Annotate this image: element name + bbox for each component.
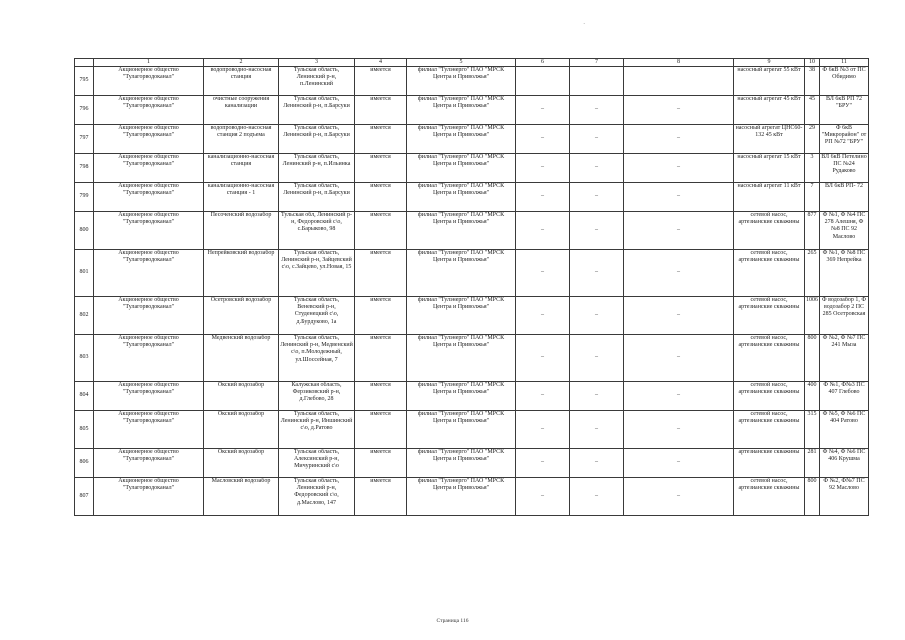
power-cell: 315 bbox=[805, 411, 820, 449]
col7-cell: – bbox=[570, 154, 624, 183]
status-cell: имеется bbox=[355, 183, 407, 212]
col7-cell: – bbox=[570, 382, 624, 411]
power-cell: 38 bbox=[805, 67, 820, 96]
feeder-cell: ВЛ 6кВ РП- 72 bbox=[820, 183, 869, 212]
col8-cell: – bbox=[624, 297, 734, 335]
header-cell: 6 bbox=[516, 59, 570, 67]
address-cell: Тульская область, Ленинский р-н, Медвенский с\о, п.Молодежный, ул.Шоссейная, 7 bbox=[279, 335, 355, 382]
status-cell: имеется bbox=[355, 449, 407, 478]
feeder-cell: Ф №2, Ф №7 ПС 241 Мыза bbox=[820, 335, 869, 382]
address-cell: Тульская область, Алексинский р-н, Мичуринский с\о bbox=[279, 449, 355, 478]
row-number: 797 bbox=[75, 125, 94, 154]
table-row bbox=[75, 183, 869, 212]
address-cell: Тульская область, Ленинский р-н, Иншинский с\о, д.Ратово bbox=[279, 411, 355, 449]
address-cell: Тульская область, Ленинский р-н, Федоровский с\о, д.Маслово, 147 bbox=[279, 478, 355, 516]
feeder-cell: ВЛ 6кВ РП 72 "БРУ" bbox=[820, 96, 869, 125]
col8-cell: – bbox=[624, 382, 734, 411]
facility-cell: Песоченский водозабор bbox=[204, 212, 279, 250]
facility-cell: водопроводно-насосная станция bbox=[204, 67, 279, 96]
grid-company-cell: филиал "Тулэнерго" ПАО "МРСК Центра и Приволжья" bbox=[407, 125, 516, 154]
row-number: 799 bbox=[75, 183, 94, 212]
organization-cell: Акционерное общество "Тулагорводоканал" bbox=[94, 449, 204, 478]
table-row bbox=[75, 335, 869, 382]
organization-cell: Акционерное общество "Тулагорводоканал" bbox=[94, 96, 204, 125]
grid-company-cell: филиал "Тулэнерго" ПАО "МРСК Центра и Приволжья" bbox=[407, 382, 516, 411]
col8-cell: – bbox=[624, 478, 734, 516]
col6-cell: – bbox=[516, 297, 570, 335]
col8-cell: – bbox=[624, 212, 734, 250]
row-number: 795 bbox=[75, 67, 94, 96]
col8-cell: – bbox=[624, 411, 734, 449]
table-row bbox=[75, 478, 869, 516]
grid-company-cell: филиал "Тулэнерго" ПАО "МРСК Центра и Приволжья" bbox=[407, 96, 516, 125]
header-cell bbox=[75, 59, 94, 67]
header-cell: 1 bbox=[94, 59, 204, 67]
col6-cell: – bbox=[516, 449, 570, 478]
equipment-cell: сетевой насос, артезианские скважины bbox=[734, 382, 805, 411]
col7-cell: – bbox=[570, 297, 624, 335]
col6-cell: – bbox=[516, 250, 570, 297]
status-cell: имеется bbox=[355, 478, 407, 516]
organization-cell: Акционерное общество "Тулагорводоканал" bbox=[94, 297, 204, 335]
facility-cell: канализационно-насосная станция - 1 bbox=[204, 183, 279, 212]
row-number: 800 bbox=[75, 212, 94, 250]
equipment-cell: сетевой насос, артезианские скважины bbox=[734, 411, 805, 449]
grid-company-cell: филиал "Тулэнерго" ПАО "МРСК Центра и Приволжья" bbox=[407, 67, 516, 96]
header-cell: 8 bbox=[624, 59, 734, 67]
table-row bbox=[75, 382, 869, 411]
row-number: 807 bbox=[75, 478, 94, 516]
table-body bbox=[75, 59, 869, 516]
address-cell: Тульская область, Ленинский р-н, п.Барсуки bbox=[279, 183, 355, 212]
power-cell: 45 bbox=[805, 96, 820, 125]
header-cell: 7 bbox=[570, 59, 624, 67]
equipment-cell: насосный агрегат 45 кВт bbox=[734, 96, 805, 125]
col8-cell: – bbox=[624, 250, 734, 297]
equipment-cell: насосный агрегат 11 кВт bbox=[734, 183, 805, 212]
grid-company-cell: филиал "Тулэнерго" ПАО "МРСК Центра и Приволжья" bbox=[407, 154, 516, 183]
table-row bbox=[75, 449, 869, 478]
table-row bbox=[75, 154, 869, 183]
col7-cell: – bbox=[570, 250, 624, 297]
header-cell: 3 bbox=[279, 59, 355, 67]
power-cell: 7 bbox=[805, 183, 820, 212]
table-row bbox=[75, 125, 869, 154]
equipment-cell: сетевой насос, артезианские скважины bbox=[734, 212, 805, 250]
address-cell: Тульская область, Ленинский р-н, п.Барсуки bbox=[279, 125, 355, 154]
grid-company-cell: филиал "Тулэнерго" ПАО "МРСК Центра и Приволжья" bbox=[407, 411, 516, 449]
col7-cell: – bbox=[570, 449, 624, 478]
feeder-cell: Ф №2, Ф№7 ПС 92 Маслово bbox=[820, 478, 869, 516]
power-cell: 1006 bbox=[805, 297, 820, 335]
header-cell: 5 bbox=[407, 59, 516, 67]
status-cell: имеется bbox=[355, 411, 407, 449]
address-cell: Тульская область, Ленинский р-н, п.Ильинка bbox=[279, 154, 355, 183]
header-cell: 4 bbox=[355, 59, 407, 67]
organization-cell: Акционерное общество "Тулагорводоканал" bbox=[94, 125, 204, 154]
row-number: 802 bbox=[75, 297, 94, 335]
table-row bbox=[75, 67, 869, 96]
feeder-cell: Ф 6кВ "Микрорайон" от РП №72 "БРУ" bbox=[820, 125, 869, 154]
table-row bbox=[75, 250, 869, 297]
address-cell: Тульская обл, Ленинский р-н, Федоровский с\о, с.Барыково, 98 bbox=[279, 212, 355, 250]
equipment-cell: насосный агрегат ЦНС60-132 45 кВт bbox=[734, 125, 805, 154]
power-cell: 400 bbox=[805, 382, 820, 411]
equipment-cell: насосный агрегат 55 кВт bbox=[734, 67, 805, 96]
organization-cell: Акционерное общество "Тулагорводоканал" bbox=[94, 212, 204, 250]
col7-cell: – bbox=[570, 478, 624, 516]
status-cell: имеется bbox=[355, 297, 407, 335]
power-cell: 29 bbox=[805, 125, 820, 154]
header-cell: 9 bbox=[734, 59, 805, 67]
col8-cell bbox=[624, 67, 734, 96]
status-cell: имеется bbox=[355, 212, 407, 250]
equipment-cell: артезианские скважины bbox=[734, 449, 805, 478]
organization-cell: Акционерное общество "Тулагорводоканал" bbox=[94, 250, 204, 297]
grid-company-cell: филиал "Тулэнерго" ПАО "МРСК Центра и Приволжья" bbox=[407, 297, 516, 335]
equipment-cell: сетевой насос, артезианские скважины bbox=[734, 250, 805, 297]
col6-cell: – bbox=[516, 125, 570, 154]
column-number-row bbox=[75, 59, 869, 67]
col8-cell: – bbox=[624, 335, 734, 382]
facility-cell: Медвенский водозабор bbox=[204, 335, 279, 382]
col7-cell: – bbox=[570, 212, 624, 250]
feeder-cell: ВЛ 6кВ Петелино ПС №24 Рудаково bbox=[820, 154, 869, 183]
row-number: 804 bbox=[75, 382, 94, 411]
equipment-cell: сетевой насос, артезианские скважины bbox=[734, 297, 805, 335]
col6-cell: – bbox=[516, 478, 570, 516]
row-number: 803 bbox=[75, 335, 94, 382]
facility-cell: канализационно-насосная станция bbox=[204, 154, 279, 183]
table-row bbox=[75, 297, 869, 335]
address-cell: Тульская область, Веневский р-н, Студенецкий с\о, д.Бурдуково, 1а bbox=[279, 297, 355, 335]
grid-company-cell: филиал "Тулэнерго" ПАО "МРСК Центра и Приволжья" bbox=[407, 183, 516, 212]
power-cell: 800 bbox=[805, 478, 820, 516]
table-row bbox=[75, 212, 869, 250]
col8-cell: – bbox=[624, 96, 734, 125]
organization-cell: Акционерное общество "Тулагорводоканал" bbox=[94, 382, 204, 411]
organization-cell: Акционерное общество "Тулагорводоканал" bbox=[94, 67, 204, 96]
col7-cell: – bbox=[570, 335, 624, 382]
scan-speck: · bbox=[583, 20, 586, 28]
organization-cell: Акционерное общество "Тулагорводоканал" bbox=[94, 335, 204, 382]
power-cell: 281 bbox=[805, 449, 820, 478]
facility-cell: очистные сооружения канализации bbox=[204, 96, 279, 125]
feeder-cell: Ф 6кВ №3 от ПС Обидимо bbox=[820, 67, 869, 96]
organization-cell: Акционерное общество "Тулагорводоканал" bbox=[94, 154, 204, 183]
organization-cell: Акционерное общество "Тулагорводоканал" bbox=[94, 411, 204, 449]
data-table bbox=[74, 58, 869, 516]
row-number: 796 bbox=[75, 96, 94, 125]
address-cell: Тульская область, Ленинский р-н, Зайцевский с\о, с.Зайцево, ул.Новая, 15 bbox=[279, 250, 355, 297]
table-row bbox=[75, 96, 869, 125]
feeder-cell: Ф №1, Ф №8 ПС 369 Непрейка bbox=[820, 250, 869, 297]
facility-cell: Окский водозабор bbox=[204, 449, 279, 478]
grid-company-cell: филиал "Тулэнерго" ПАО "МРСК Центра и Приволжья" bbox=[407, 250, 516, 297]
col7-cell bbox=[570, 67, 624, 96]
col6-cell: – bbox=[516, 183, 570, 212]
power-cell: 265 bbox=[805, 250, 820, 297]
feeder-cell: Ф водозабор 1, Ф водозабор 2 ПС 285 Осетровская bbox=[820, 297, 869, 335]
row-number: 801 bbox=[75, 250, 94, 297]
col8-cell: – bbox=[624, 449, 734, 478]
status-cell: имеется bbox=[355, 382, 407, 411]
grid-company-cell: филиал "Тулэнерго" ПАО "МРСК Центра и Приволжья" bbox=[407, 335, 516, 382]
grid-company-cell: филиал "Тулэнерго" ПАО "МРСК Центра и Приволжья" bbox=[407, 212, 516, 250]
col6-cell: – bbox=[516, 411, 570, 449]
col8-cell: – bbox=[624, 183, 734, 212]
row-number: 805 bbox=[75, 411, 94, 449]
col8-cell: – bbox=[624, 154, 734, 183]
col6-cell: – bbox=[516, 154, 570, 183]
col6-cell: – bbox=[516, 212, 570, 250]
table-row bbox=[75, 411, 869, 449]
address-cell: Тульская область, Ленинский р-н, п.Ленинский bbox=[279, 67, 355, 96]
equipment-cell: сетевой насос, артезианские скважины bbox=[734, 335, 805, 382]
col7-cell: – bbox=[570, 411, 624, 449]
power-cell: 877 bbox=[805, 212, 820, 250]
feeder-cell: Ф №5, Ф №6 ПС 404 Ратово bbox=[820, 411, 869, 449]
organization-cell: Акционерное общество "Тулагорводоканал" bbox=[94, 183, 204, 212]
power-cell: 3 bbox=[805, 154, 820, 183]
col6-cell: – bbox=[516, 335, 570, 382]
status-cell: имеется bbox=[355, 250, 407, 297]
feeder-cell: Ф №4, Ф №6 ПС 406 Крушма bbox=[820, 449, 869, 478]
facility-cell: Масловский водозабор bbox=[204, 478, 279, 516]
page-number: Страница 116 bbox=[436, 618, 469, 624]
grid-company-cell: филиал "Тулэнерго" ПАО "МРСК Центра и Приволжья" bbox=[407, 478, 516, 516]
equipment-cell: сетевой насос, артезианские скважины bbox=[734, 478, 805, 516]
equipment-cell: насосный агрегат 15 кВт bbox=[734, 154, 805, 183]
feeder-cell: Ф №1, Ф№3 ПС 407 Глебово bbox=[820, 382, 869, 411]
status-cell: имеется bbox=[355, 96, 407, 125]
facility-cell: Осетровский водозабор bbox=[204, 297, 279, 335]
col8-cell: – bbox=[624, 125, 734, 154]
col7-cell: – bbox=[570, 125, 624, 154]
col6-cell: – bbox=[516, 382, 570, 411]
header-cell: 11 bbox=[820, 59, 869, 67]
facility-cell: Непрейковский водозабор bbox=[204, 250, 279, 297]
status-cell: имеется bbox=[355, 154, 407, 183]
status-cell: имеется bbox=[355, 67, 407, 96]
header-cell: 10 bbox=[805, 59, 820, 67]
col7-cell: – bbox=[570, 183, 624, 212]
feeder-cell: Ф №1, Ф №4 ПС 278 Алешня, Ф №8 ПС 92 Маслово bbox=[820, 212, 869, 250]
col6-cell: – bbox=[516, 96, 570, 125]
status-cell: имеется bbox=[355, 125, 407, 154]
facility-cell: Окский водозабор bbox=[204, 382, 279, 411]
row-number: 798 bbox=[75, 154, 94, 183]
status-cell: имеется bbox=[355, 335, 407, 382]
grid-company-cell: филиал "Тулэнерго" ПАО "МРСК Центра и Приволжья" bbox=[407, 449, 516, 478]
organization-cell: Акционерное общество "Тулагорводоканал" bbox=[94, 478, 204, 516]
col7-cell: – bbox=[570, 96, 624, 125]
power-cell: 800 bbox=[805, 335, 820, 382]
facility-cell: водопроводно-насосная станция 2 подъема bbox=[204, 125, 279, 154]
row-number: 806 bbox=[75, 449, 94, 478]
address-cell: Тульская область, Ленинский р-н, п.Барсуки bbox=[279, 96, 355, 125]
col6-cell bbox=[516, 67, 570, 96]
address-cell: Калужская область, Ферзиковский р-н, д.Глебово, 28 bbox=[279, 382, 355, 411]
header-cell: 2 bbox=[204, 59, 279, 67]
facility-cell: Окский водозабор bbox=[204, 411, 279, 449]
